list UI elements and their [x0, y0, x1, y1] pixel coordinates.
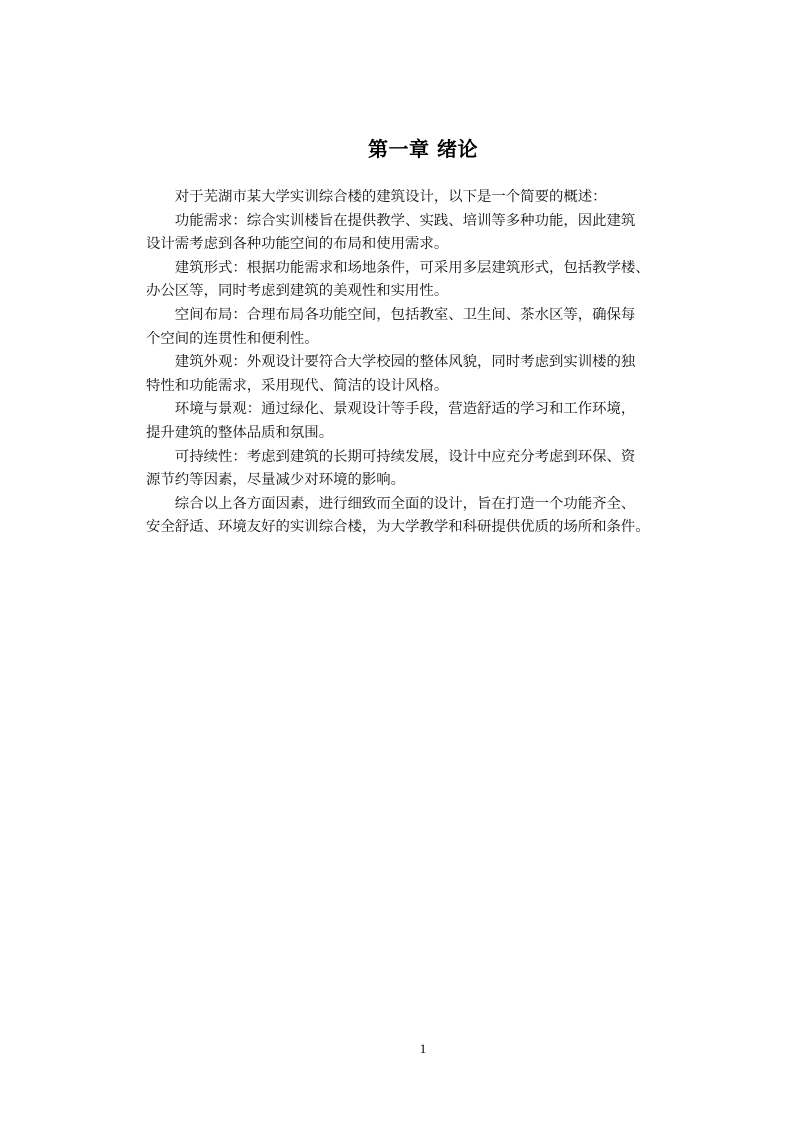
- paragraph-line: 设计需考虑到各种功能空间的布局和使用需求。: [146, 236, 449, 253]
- paragraph-line: 个空间的连贯性和便利性。: [146, 330, 319, 347]
- paragraph-line: 功能需求：综合实训楼旨在提供教学、实践、培训等多种功能，因此建筑: [174, 212, 636, 229]
- chapter-title: 第一章 绪论: [368, 137, 478, 161]
- paragraph-environment-landscape: [146, 398, 706, 445]
- page-number: 1: [419, 1041, 427, 1056]
- paragraph-line: 办公区等，同时考虑到建筑的美观性和实用性。: [146, 283, 449, 300]
- paragraph-line: 特性和功能需求，采用现代、简洁的设计风格。: [146, 377, 449, 394]
- paragraph-line: 综合以上各方面因素，进行细致而全面的设计，旨在打造一个功能齐全、: [174, 495, 636, 512]
- paragraph-sustainability: [146, 446, 706, 493]
- paragraph-space-layout: [146, 304, 706, 351]
- paragraph-line: 建筑形式：根据功能需求和场地条件，可采用多层建筑形式，包括教学楼、: [174, 259, 650, 276]
- paragraph-building-appearance: [146, 351, 706, 398]
- body-text: [146, 186, 706, 540]
- paragraph-conclusion: [146, 493, 706, 540]
- paragraph-line: 源节约等因素，尽量减少对环境的影响。: [146, 472, 406, 489]
- paragraph-line: 可持续性：考虑到建筑的长期可持续发展，设计中应充分考虑到环保、资: [174, 448, 636, 465]
- paragraph-intro: [146, 186, 706, 210]
- paragraph-line: 对于芜湖市某大学实训综合楼的建筑设计，以下是一个简要的概述：: [174, 189, 607, 205]
- paragraph-line: 安全舒适、环境友好的实训综合楼，为大学教学和科研提供优质的场所和条件。: [146, 519, 650, 536]
- paragraph-line: 建筑外观：外观设计要符合大学校园的整体风貌，同时考虑到实训楼的独: [174, 354, 636, 371]
- paragraph-line: 环境与景观：通过绿化、景观设计等手段，营造舒适的学习和工作环境，: [174, 401, 636, 418]
- paragraph-line: 提升建筑的整体品质和氛围。: [146, 424, 334, 441]
- paragraph-function-requirements: [146, 210, 706, 257]
- paragraph-building-form: [146, 257, 706, 304]
- paragraph-line: 空间布局：合理布局各功能空间，包括教室、卫生间、茶水区等，确保每: [174, 306, 636, 323]
